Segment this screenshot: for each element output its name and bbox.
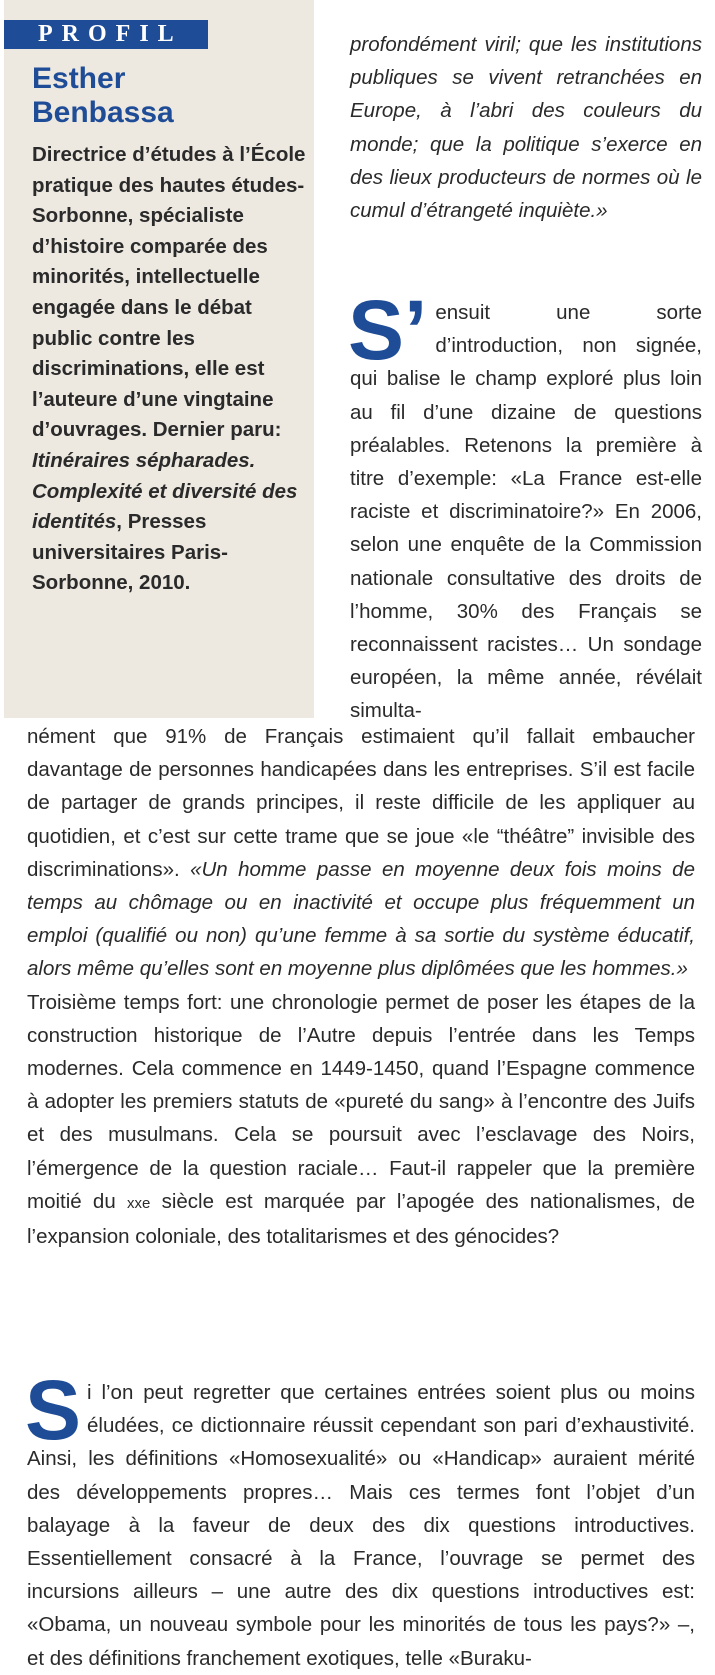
profile-last-name: Benbassa: [32, 96, 174, 129]
body-paragraph-2: [25, 1363, 695, 1675]
body-quote: «Un homme passe en moyenne deux fois moins de temps au chômage ou en inactivité et occupe plus fréquemment un emploi (qualifié ou non) qu’une femme à sa sortie du système éducatif, alors même qu’elles sont en moyenne plus diplômées que les hommes.»: [27, 857, 695, 981]
body-text-a: nément que 91% de Français estimaient qu’il fallait embaucher davantage de personnes handicapées dans les entreprises. S’il est facile de partager de grands principes, il reste difficile de les appliquer au quotidien, et c’est sur cette trame que se joue «le “théâtre” invisible des discriminations».: [27, 725, 695, 881]
profile-name: [32, 62, 302, 130]
body-text-b: Troisième temps fort: une chronologie permet de poser les étapes de la construction historique de l’Autre depuis l’entrée dans les Temps modernes. Cela commence en 1449-1450, quand l’Espagne commence à adopter les premiers statuts de «pureté du sang» à l’encontre des Juifs et des musulmans. Cela se poursuit avec l’esclavage des Noirs, l’émergence de la question raciale… Faut-il rappeler que la première moitié du: [27, 990, 695, 1213]
profile-bio: [32, 140, 310, 599]
body-text-c: siècle est marquée par l’apogée des nationalismes, de l’expansion coloniale, des totalitarismes et des génocides?: [27, 1189, 695, 1249]
century-numeral: xxe: [126, 1194, 151, 1212]
right-column-text: ensuit une sorte d’introduction, non signée, qui balise le champ exploré plus loin au fil d’une dizaine de questions préalables. Retenons la première à titre d’exemple: «La France est-elle raciste et discriminatoire?» En 2006, selon une enquête de la Commission nationale consultative des droits de l’homme, 30% des Français se reconnaissent racistes… Un sondage européen, la même année, révélait simulta-: [350, 301, 702, 723]
profile-first-name: Esther: [32, 62, 126, 95]
profile-tag: PROFIL: [4, 20, 208, 49]
right-column-quote: profondément viril; que les institutions publiques se vivent retranchées en Europe, à l’abri des couleurs du monde; que la politique s’exerce en des lieux producteurs de normes où le cumul d’étrangeté inquiète.»: [350, 33, 702, 223]
book-title: Itinéraires sépharades. Complexité et diversité des identités: [32, 448, 298, 534]
drop-cap-s: S: [25, 1363, 82, 1457]
right-column-paragraph: [348, 283, 702, 728]
book-publisher: , Presses universitaires Paris-Sorbonne, 2010.: [32, 510, 228, 595]
profile-bio-text: Directrice d’études à l’École pratique des hautes études-Sorbonne, spécialiste d’histoire comparée des minorités, intellectuelle engagée dans le débat public contre les discriminations, elle est l’auteure d’une vingtaine d’ouvrages. Dernier paru:: [32, 143, 306, 442]
body-text-2: i l’on peut regretter que certaines entrées soient plus ou moins éludées, ce dictionnaire réussit cependant son pari d’exhaustivité. Ainsi, les définitions «Homosexualité» ou «Handicap» auraient mérité des développements propres… Mais ces termes font l’objet d’un balayage à la faveur de deux des dix questions introductives. Essentiellement consacré à la France, l’ouvrage se permet des incursions ailleurs – une autre des dix questions introductives est: «Obama, un nouveau symbole pour les minorités de tous les pays?» –, et des définitions franchement exotiques, telle «Buraku-: [27, 1381, 695, 1670]
drop-cap-s-apostrophe: S’: [348, 283, 428, 377]
body-paragraph-1: [27, 720, 695, 1253]
